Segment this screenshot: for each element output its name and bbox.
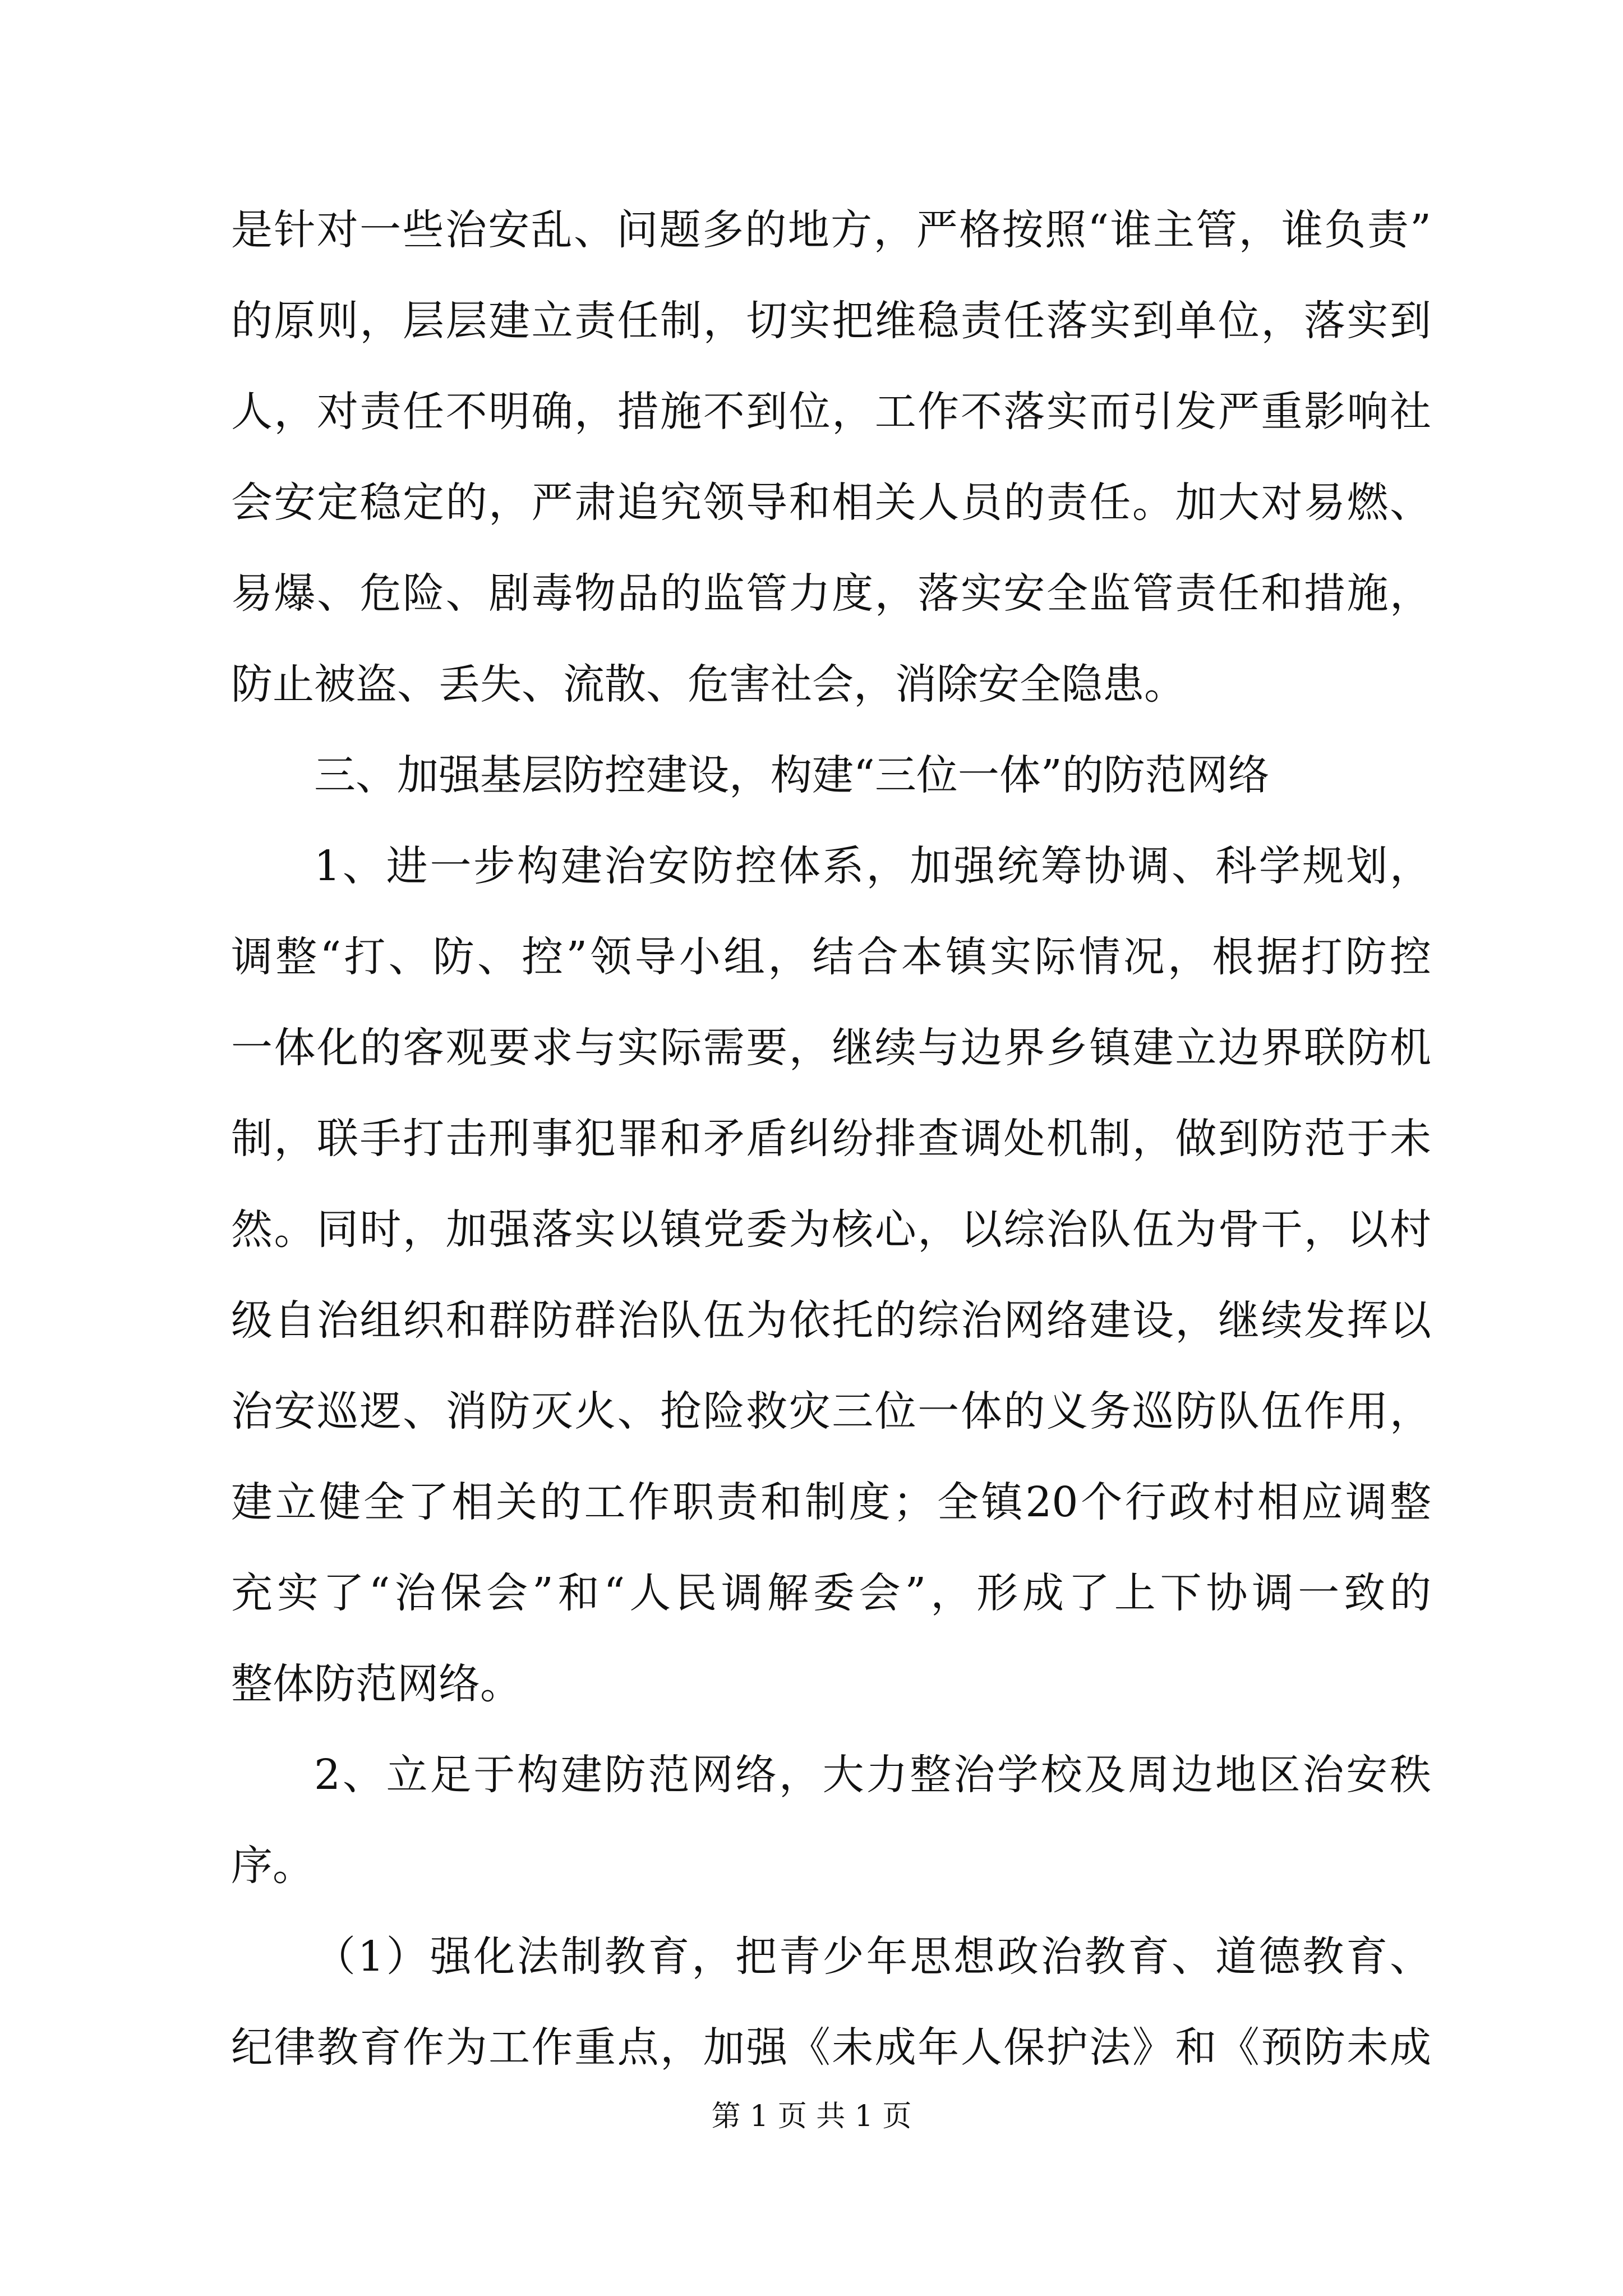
text-line: 2、立足于构建防范网络，大力整治学校及周边地区治安秩 — [314, 1751, 1431, 1799]
text-line: 级自治组织和群防群治队伍为依托的综治网络建设，继续发挥以 — [231, 1296, 1431, 1345]
text-line: 然。同时，加强落实以镇党委为核心，以综治队伍为骨干，以村 — [231, 1205, 1431, 1254]
text-line: 调整“打、防、控”领导小组，结合本镇实际情况，根据打防控 — [231, 933, 1431, 981]
text-line: 制，联手打击刑事犯罪和矛盾纠纷排查调处机制，做到防范于未 — [231, 1115, 1431, 1163]
text-line: 的原则，层层建立责任制，切实把维稳责任落实到单位，落实到 — [231, 297, 1431, 345]
text-line: 治安巡逻、消防灭火、抢险救灾三位一体的义务巡防队伍作用， — [231, 1387, 1431, 1435]
text-line: 整体防范网络。 — [231, 1660, 522, 1708]
text-line: （1）强化法制教育，把青少年思想政治教育、道德教育、 — [314, 1932, 1431, 1981]
text-line: 易爆、危险、剧毒物品的监管力度，落实安全监管责任和措施， — [231, 569, 1431, 618]
page-footer: 第 1 页 共 1 页 — [711, 2100, 912, 2133]
text-line: 是针对一些治安乱、问题多的地方，严格按照“谁主管，谁负责” — [231, 206, 1431, 254]
text-line: 人，对责任不明确，措施不到位，工作不落实而引发严重影响社 — [231, 388, 1431, 436]
text-line: 防止被盗、丢失、流散、危害社会，消除安全隐患。 — [231, 660, 1186, 708]
text-line: 会安定稳定的，严肃追究领导和相关人员的责任。加大对易燃、 — [231, 478, 1431, 527]
text-line: 一体化的客观要求与实际需要，继续与边界乡镇建立边界联防机 — [231, 1024, 1431, 1072]
text-line: 1、进一步构建治安防控体系，加强统筹协调、科学规划， — [314, 842, 1431, 890]
text-line: 充实了“治保会”和“人民调解委会”，形成了上下协调一致的 — [231, 1569, 1431, 1617]
text-line: 建立健全了相关的工作职责和制度；全镇20个行政村相应调整 — [231, 1478, 1431, 1526]
text-line: 纪律教育作为工作重点，加强《未成年人保护法》和《预防未成 — [231, 2023, 1431, 2072]
text-line: 序。 — [231, 1842, 314, 1890]
section-heading: 三、加强基层防控建设，构建“三位一体”的防范网络 — [314, 751, 1270, 799]
